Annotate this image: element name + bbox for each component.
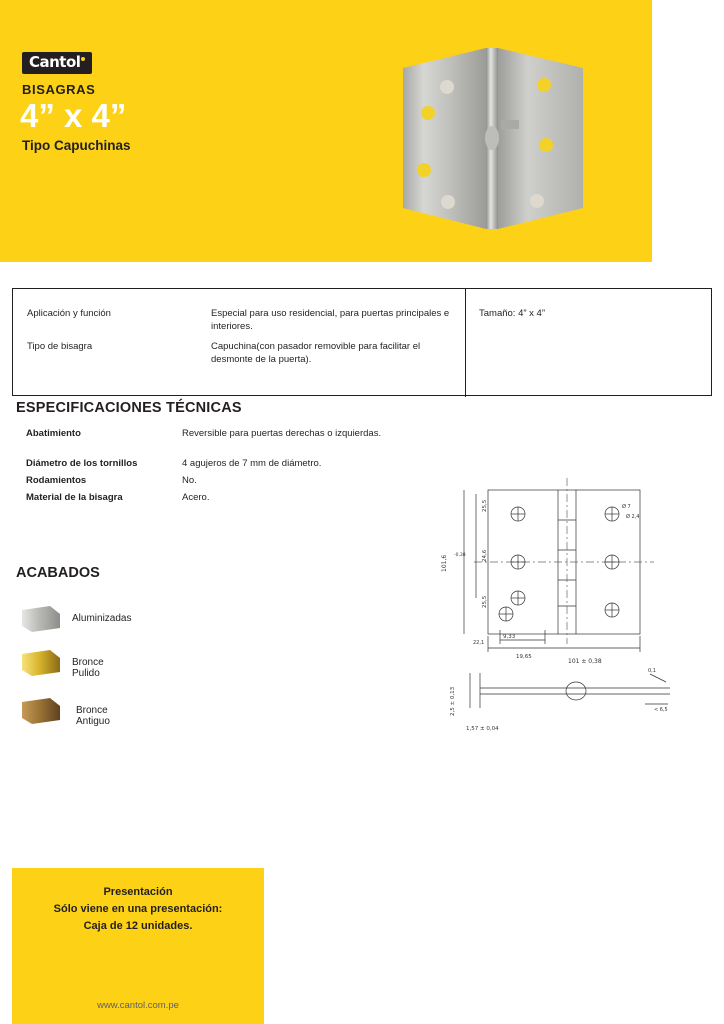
spec-row-abatimiento xyxy=(0,428,440,452)
header-bottom-strip xyxy=(0,262,724,282)
finish-label-bronce-antiguo: Bronce Antiguo xyxy=(76,705,110,727)
svg-text:-0,38: -0,38 xyxy=(454,553,466,558)
spec-value-abatimiento: Reversible para puertas derechas o izquierdas. xyxy=(182,428,382,439)
info-value-application: Especial para uso residencial, para puertas principales e interiores. xyxy=(211,308,450,333)
presentation-title: Presentación xyxy=(103,886,173,898)
finish-label-bronce-pulido: Bronce Pulido xyxy=(72,657,104,679)
product-subtitle: Tipo Capuchinas xyxy=(22,138,131,153)
svg-text:Ø 7: Ø 7 xyxy=(622,504,631,510)
page-header xyxy=(0,0,724,282)
brand-logo xyxy=(22,52,92,74)
svg-text:25,5: 25,5 xyxy=(482,595,488,608)
spec-label-material: Material de la bisagra xyxy=(26,492,123,503)
finishes-heading: ACABADOS xyxy=(16,565,100,581)
website-link[interactable]: www.cantol.com.pe xyxy=(97,1000,179,1011)
product-info-table xyxy=(12,288,712,396)
info-label-hinge-type: Tipo de bisagra xyxy=(27,341,93,352)
svg-text:< 6,5: < 6,5 xyxy=(654,707,668,713)
info-value-size: Tamaño: 4” x 4” xyxy=(479,308,545,319)
finish-swatch-icon xyxy=(20,696,62,726)
finish-swatch-icon xyxy=(20,604,62,634)
presentation-line3: Caja de 12 unidades. xyxy=(83,920,193,933)
product-category: BISAGRAS xyxy=(22,82,96,97)
header-notch xyxy=(652,0,724,22)
presentation-text xyxy=(12,884,264,935)
svg-text:25,5: 25,5 xyxy=(482,499,488,512)
table-divider xyxy=(465,289,466,397)
svg-text:1,57 ± 0,04: 1,57 ± 0,04 xyxy=(466,726,499,732)
spec-row-rodamientos xyxy=(0,475,440,492)
finish-swatch-icon xyxy=(20,648,62,678)
specs-heading: ESPECIFICACIONES TÉCNICAS xyxy=(16,400,242,416)
svg-text:Ø 2,4: Ø 2,4 xyxy=(626,514,640,520)
finish-label-aluminizadas: Aluminizadas xyxy=(72,613,132,624)
technical-drawing xyxy=(440,468,710,738)
info-label-application: Aplicación y función xyxy=(27,308,111,319)
hinge-product-image xyxy=(398,46,588,251)
spec-value-rodamientos: No. xyxy=(182,475,197,486)
svg-text:101 ± 0,38: 101 ± 0,38 xyxy=(568,658,602,665)
presentation-line2: Sólo viene en una presentación: xyxy=(53,903,223,916)
page-title: 4” x 4” xyxy=(20,97,127,134)
spec-row-material xyxy=(0,492,440,509)
svg-text:0,1: 0,1 xyxy=(648,668,656,674)
spec-value-material: Acero. xyxy=(182,492,210,503)
spec-label-rodamientos: Rodamientos xyxy=(26,475,87,486)
info-value-hinge-type: Capuchina(con pasador removible para facilitar el desmonte de la puerta). xyxy=(211,341,421,366)
svg-text:9,33: 9,33 xyxy=(503,634,516,640)
brand-logo-text: Cantol xyxy=(29,53,81,71)
spec-value-tornillos: 4 agujeros de 7 mm de diámetro. xyxy=(182,458,322,469)
brand-logo-dot xyxy=(81,57,85,61)
specs-list xyxy=(0,428,440,509)
svg-text:24,6: 24,6 xyxy=(482,549,488,562)
spec-row-tornillos xyxy=(0,458,440,475)
dim-101-6: 101,6 xyxy=(441,554,448,572)
svg-text:2,5 ± 0,13: 2,5 ± 0,13 xyxy=(450,686,456,716)
spec-label-tornillos: Diámetro de los tornillos xyxy=(26,458,138,469)
spec-label-abatimiento: Abatimiento xyxy=(26,428,81,439)
svg-text:22,1: 22,1 xyxy=(473,640,485,646)
svg-text:19,65: 19,65 xyxy=(516,654,532,660)
